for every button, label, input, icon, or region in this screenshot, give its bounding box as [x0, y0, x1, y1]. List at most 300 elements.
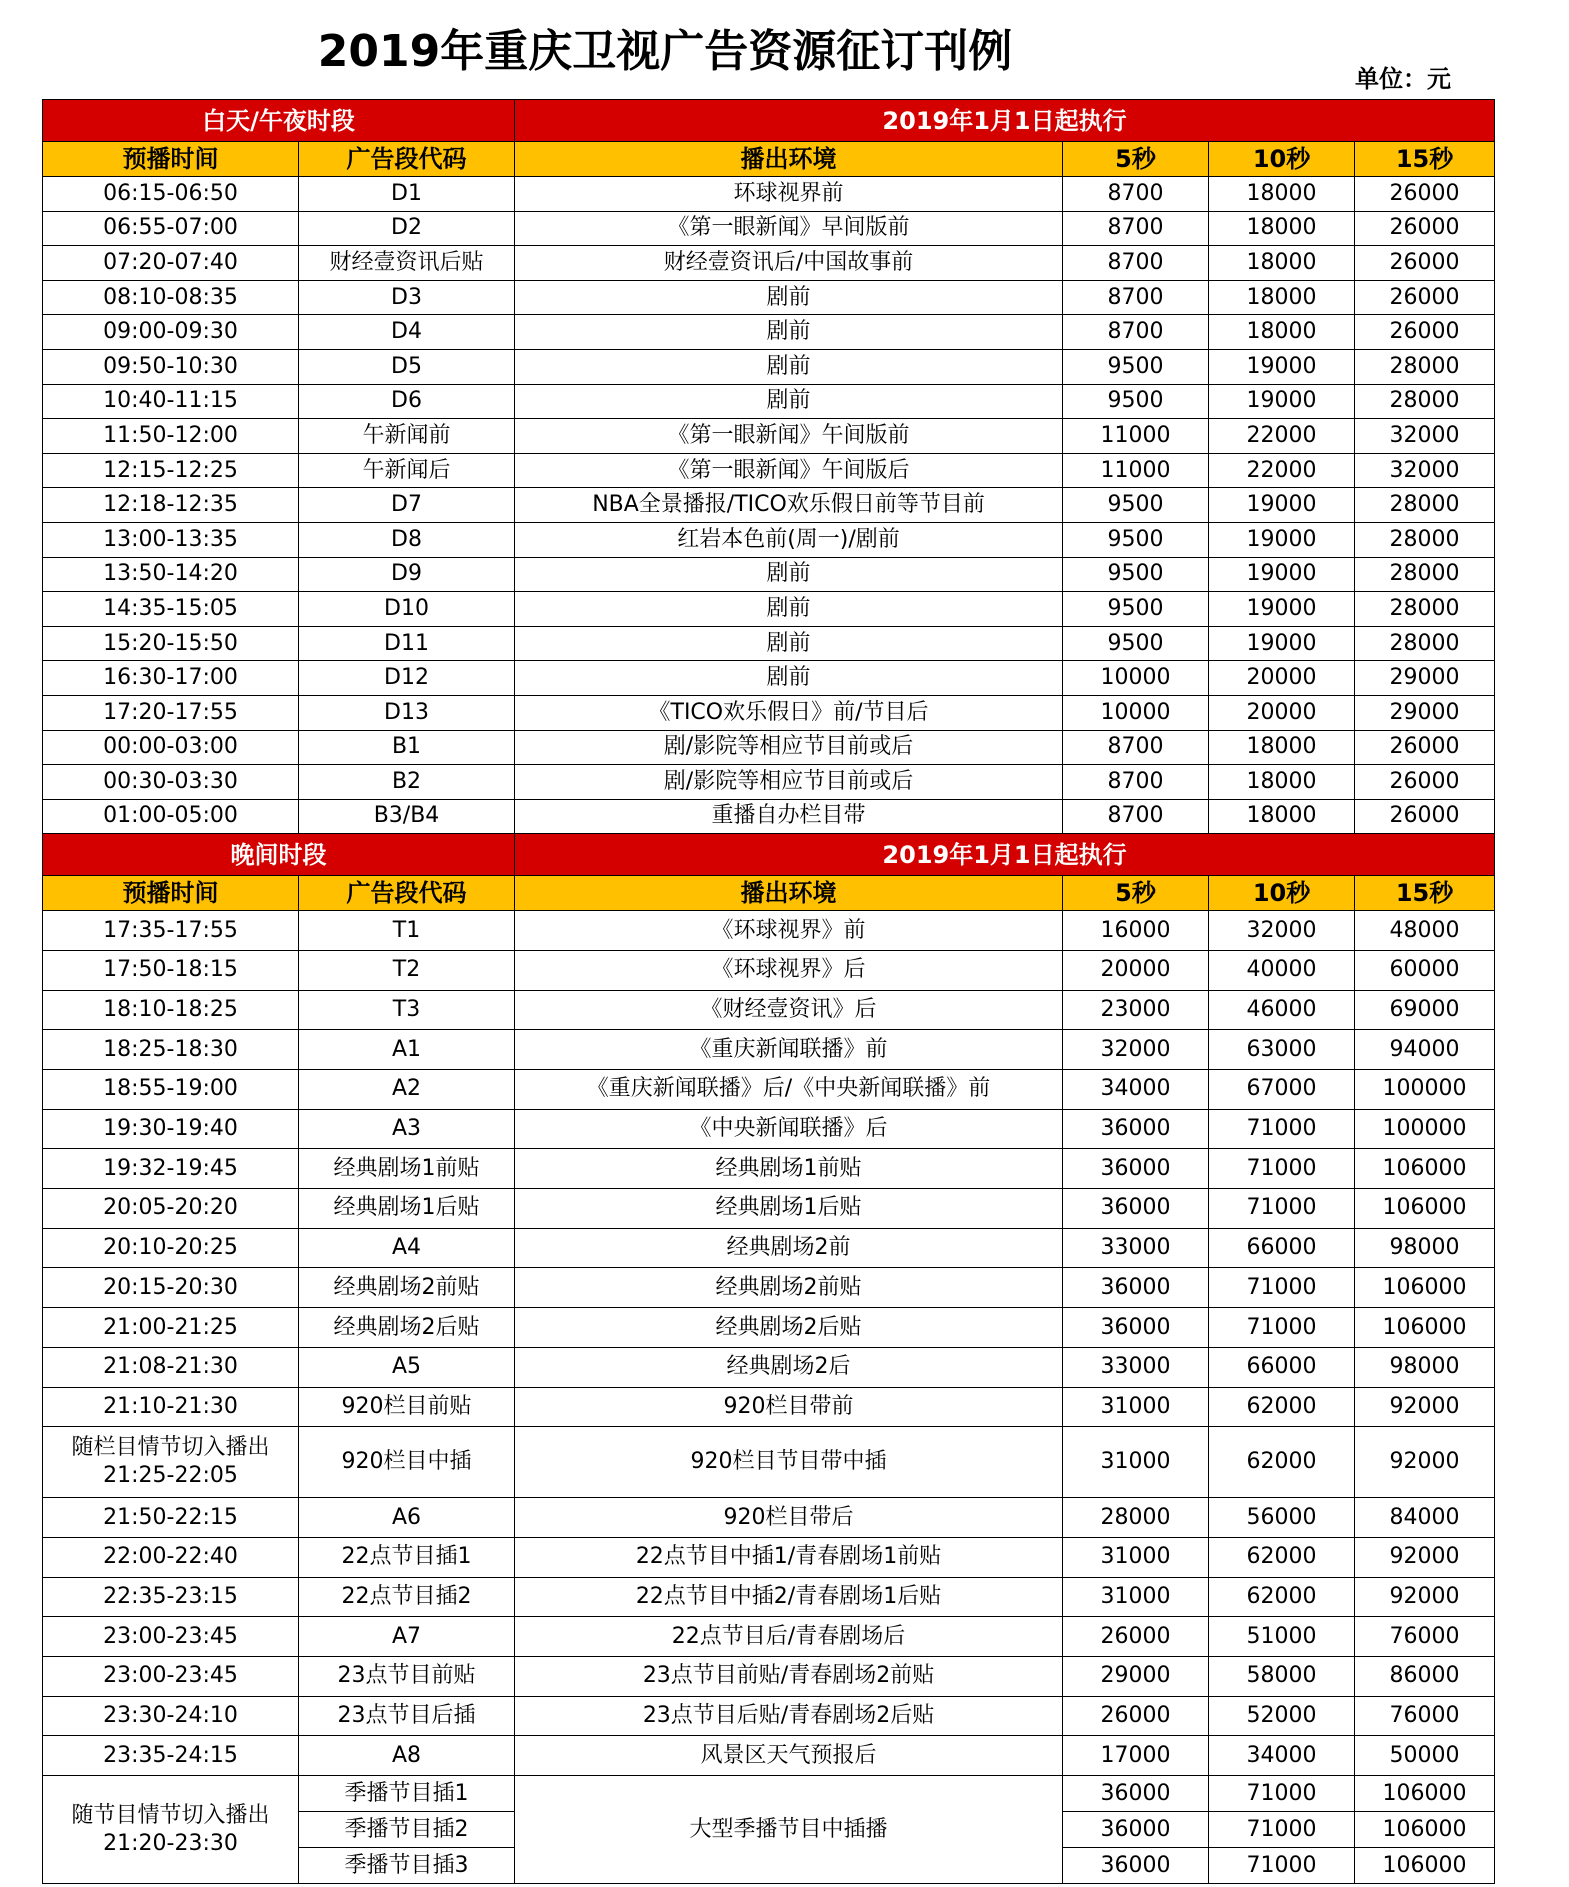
table-row — [43, 1228, 1495, 1268]
cell-price-15s: 26000 — [1355, 211, 1495, 246]
cell-price-5s: 9500 — [1063, 349, 1209, 384]
cell-code: A2 — [299, 1070, 515, 1110]
section-band — [43, 100, 1495, 142]
cell-price-10s: 71000 — [1209, 1848, 1355, 1884]
table-row — [43, 315, 1495, 350]
cell-price-10s: 20000 — [1209, 661, 1355, 696]
cell-time: 18:55-19:00 — [43, 1070, 299, 1110]
cell-time: 06:55-07:00 — [43, 211, 299, 246]
cell-price-10s: 20000 — [1209, 695, 1355, 730]
cell-price-5s: 8700 — [1063, 211, 1209, 246]
table-row — [43, 349, 1495, 384]
cell-env: 经典剧场2前 — [515, 1228, 1063, 1268]
cell-time: 20:05-20:20 — [43, 1189, 299, 1229]
cell-env: 重播自办栏目带 — [515, 799, 1063, 834]
cell-price-15s: 69000 — [1355, 990, 1495, 1030]
cell-price-15s: 60000 — [1355, 950, 1495, 990]
cell-price-10s: 71000 — [1209, 1308, 1355, 1348]
cell-price-15s: 106000 — [1355, 1308, 1495, 1348]
cell-price-10s: 19000 — [1209, 626, 1355, 661]
cell-code: D8 — [299, 522, 515, 557]
cell-time: 18:25-18:30 — [43, 1030, 299, 1070]
cell-code: 午新闻后 — [299, 453, 515, 488]
cell-time: 19:30-19:40 — [43, 1109, 299, 1149]
cell-price-5s: 33000 — [1063, 1347, 1209, 1387]
cell-env: 23点节目后贴/青春剧场2后贴 — [515, 1696, 1063, 1736]
cell-code: D13 — [299, 695, 515, 730]
cell-price-10s: 52000 — [1209, 1696, 1355, 1736]
table-row — [43, 1617, 1495, 1657]
cell-price-15s: 92000 — [1355, 1387, 1495, 1427]
cell-env: 风景区天气预报后 — [515, 1736, 1063, 1776]
cell-code: D11 — [299, 626, 515, 661]
section-name: 晚间时段 — [43, 834, 515, 876]
cell-env: 22点节目后/青春剧场后 — [515, 1617, 1063, 1657]
cell-env: 920栏目节目带中插 — [515, 1427, 1063, 1498]
time-range: 21:25-22:05 — [103, 1463, 238, 1489]
cell-code: D6 — [299, 384, 515, 419]
table-row — [43, 661, 1495, 696]
table-row — [43, 522, 1495, 557]
cell-price-5s: 8700 — [1063, 177, 1209, 212]
cell-price-10s: 66000 — [1209, 1347, 1355, 1387]
cell-price-10s: 18000 — [1209, 730, 1355, 765]
header-price-5s: 5秒 — [1063, 142, 1209, 177]
cell-time: 20:10-20:25 — [43, 1228, 299, 1268]
cell-price-5s: 31000 — [1063, 1537, 1209, 1577]
cell-env: 经典剧场1后贴 — [515, 1189, 1063, 1229]
header-price-5s: 5秒 — [1063, 876, 1209, 911]
cell-env: 《中央新闻联播》后 — [515, 1109, 1063, 1149]
cell-price-10s: 71000 — [1209, 1109, 1355, 1149]
cell-code: 季播节目插3 — [299, 1848, 515, 1884]
cell-price-15s: 29000 — [1355, 661, 1495, 696]
cell-price-5s: 17000 — [1063, 1736, 1209, 1776]
cell-env: 剧前 — [515, 384, 1063, 419]
header-code: 广告段代码 — [299, 142, 515, 177]
cell-env: 剧前 — [515, 557, 1063, 592]
cell-code: D10 — [299, 592, 515, 627]
cell-price-5s: 31000 — [1063, 1577, 1209, 1617]
table-row — [43, 1577, 1495, 1617]
header-price-10s: 10秒 — [1209, 142, 1355, 177]
cell-price-15s: 84000 — [1355, 1498, 1495, 1538]
cell-price-15s: 92000 — [1355, 1577, 1495, 1617]
cell-price-5s: 36000 — [1063, 1109, 1209, 1149]
header-price-10s: 10秒 — [1209, 876, 1355, 911]
cell-code: 季播节目插2 — [299, 1812, 515, 1848]
cell-price-5s: 8700 — [1063, 280, 1209, 315]
cell-price-15s: 26000 — [1355, 799, 1495, 834]
table-row — [43, 592, 1495, 627]
cell-time: 19:32-19:45 — [43, 1149, 299, 1189]
cell-price-10s: 18000 — [1209, 177, 1355, 212]
cell-price-5s: 10000 — [1063, 661, 1209, 696]
cell-code: 季播节目插1 — [299, 1776, 515, 1812]
cell-time: 17:20-17:55 — [43, 695, 299, 730]
cell-price-5s: 9500 — [1063, 626, 1209, 661]
cell-price-5s: 9500 — [1063, 522, 1209, 557]
cell-time: 23:00-23:45 — [43, 1656, 299, 1696]
header-price-15s: 15秒 — [1355, 876, 1495, 911]
cell-env: 剧前 — [515, 661, 1063, 696]
cell-code: 22点节目插2 — [299, 1577, 515, 1617]
cell-code: A5 — [299, 1347, 515, 1387]
cell-time: 12:15-12:25 — [43, 453, 299, 488]
table-row — [43, 626, 1495, 661]
table-row — [43, 177, 1495, 212]
cell-price-15s: 32000 — [1355, 453, 1495, 488]
table-row — [43, 1776, 1495, 1812]
cell-env: 红岩本色前(周一)/剧前 — [515, 522, 1063, 557]
cell-env: 《环球视界》后 — [515, 950, 1063, 990]
cell-price-10s: 71000 — [1209, 1268, 1355, 1308]
cell-code: B1 — [299, 730, 515, 765]
cell-time: 07:20-07:40 — [43, 246, 299, 281]
cell-time: 13:00-13:35 — [43, 522, 299, 557]
cell-price-10s: 71000 — [1209, 1776, 1355, 1812]
cell-time: 11:50-12:00 — [43, 419, 299, 454]
cell-code: 经典剧场1前贴 — [299, 1149, 515, 1189]
unit-label: 单位：元 — [1355, 65, 1451, 93]
table-row — [43, 280, 1495, 315]
cell-time: 17:50-18:15 — [43, 950, 299, 990]
table-row — [43, 1537, 1495, 1577]
cell-price-5s: 23000 — [1063, 990, 1209, 1030]
cell-time: 00:30-03:30 — [43, 765, 299, 800]
cell-price-15s: 26000 — [1355, 730, 1495, 765]
cell-code: 经典剧场1后贴 — [299, 1189, 515, 1229]
cell-time: 08:10-08:35 — [43, 280, 299, 315]
table-row — [43, 488, 1495, 523]
cell-price-10s: 22000 — [1209, 419, 1355, 454]
cell-time: 14:35-15:05 — [43, 592, 299, 627]
cell-price-5s: 36000 — [1063, 1812, 1209, 1848]
cell-price-15s: 106000 — [1355, 1812, 1495, 1848]
table-row — [43, 1498, 1495, 1538]
cell-price-10s: 62000 — [1209, 1537, 1355, 1577]
cell-code: 午新闻前 — [299, 419, 515, 454]
cell-env: 《环球视界》前 — [515, 911, 1063, 951]
table-row — [43, 1109, 1495, 1149]
cell-env: 《第一眼新闻》午间版后 — [515, 453, 1063, 488]
cell-price-10s: 22000 — [1209, 453, 1355, 488]
table-row — [43, 1189, 1495, 1229]
effective-date: 2019年1月1日起执行 — [515, 100, 1495, 142]
cell-price-15s: 28000 — [1355, 626, 1495, 661]
header-time: 预播时间 — [43, 876, 299, 911]
cell-price-5s: 32000 — [1063, 1030, 1209, 1070]
cell-time: 01:00-05:00 — [43, 799, 299, 834]
cell-time: 17:35-17:55 — [43, 911, 299, 951]
table-row — [43, 730, 1495, 765]
cell-price-15s: 26000 — [1355, 246, 1495, 281]
cell-price-15s: 28000 — [1355, 592, 1495, 627]
cell-env: 22点节目中插2/青春剧场1后贴 — [515, 1577, 1063, 1617]
cell-price-15s: 86000 — [1355, 1656, 1495, 1696]
table-row — [43, 211, 1495, 246]
header-time: 预播时间 — [43, 142, 299, 177]
cell-env: 剧/影院等相应节目前或后 — [515, 730, 1063, 765]
section-band — [43, 834, 1495, 876]
cell-price-10s: 18000 — [1209, 315, 1355, 350]
header-env: 播出环境 — [515, 876, 1063, 911]
cell-price-15s: 100000 — [1355, 1109, 1495, 1149]
cell-env: 《重庆新闻联播》后/《中央新闻联播》前 — [515, 1070, 1063, 1110]
column-header-row — [43, 876, 1495, 911]
cell-code: T3 — [299, 990, 515, 1030]
cell-env: 剧前 — [515, 592, 1063, 627]
cell-time: 21:00-21:25 — [43, 1308, 299, 1348]
cell-env: 22点节目中插1/青春剧场1前贴 — [515, 1537, 1063, 1577]
cell-env: 《财经壹资讯》后 — [515, 990, 1063, 1030]
cell-env: 《TICO欢乐假日》前/节目后 — [515, 695, 1063, 730]
cell-price-5s: 36000 — [1063, 1848, 1209, 1884]
cell-code: B3/B4 — [299, 799, 515, 834]
cell-price-10s: 71000 — [1209, 1189, 1355, 1229]
cell-env: 剧/影院等相应节目前或后 — [515, 765, 1063, 800]
cell-env: 剧前 — [515, 315, 1063, 350]
rate-table — [42, 99, 1495, 1884]
cell-price-5s: 11000 — [1063, 419, 1209, 454]
cell-price-5s: 9500 — [1063, 592, 1209, 627]
cell-price-5s: 34000 — [1063, 1070, 1209, 1110]
cell-price-10s: 32000 — [1209, 911, 1355, 951]
cell-code: D3 — [299, 280, 515, 315]
cell-env: 环球视界前 — [515, 177, 1063, 212]
page-title: 2019年重庆卫视广告资源征订刊例 — [317, 26, 1013, 77]
cell-price-10s: 19000 — [1209, 384, 1355, 419]
cell-price-5s: 8700 — [1063, 315, 1209, 350]
cell-price-15s: 92000 — [1355, 1427, 1495, 1498]
table-row — [43, 1696, 1495, 1736]
cell-price-5s: 10000 — [1063, 695, 1209, 730]
cell-env: 920栏目带后 — [515, 1498, 1063, 1538]
table-row — [43, 1427, 1495, 1498]
cell-price-10s: 62000 — [1209, 1577, 1355, 1617]
header-price-15s: 15秒 — [1355, 142, 1495, 177]
cell-env: 经典剧场2前贴 — [515, 1268, 1063, 1308]
cell-env: 《第一眼新闻》早间版前 — [515, 211, 1063, 246]
rate-table-body — [43, 100, 1495, 1884]
cell-price-5s: 8700 — [1063, 799, 1209, 834]
cell-price-15s: 26000 — [1355, 765, 1495, 800]
cell-time: 18:10-18:25 — [43, 990, 299, 1030]
table-row — [43, 765, 1495, 800]
table-row — [43, 1070, 1495, 1110]
cell-price-5s: 9500 — [1063, 557, 1209, 592]
cell-time: 21:50-22:15 — [43, 1498, 299, 1538]
section-name: 白天/午夜时段 — [43, 100, 515, 142]
cell-code: 经典剧场2前贴 — [299, 1268, 515, 1308]
effective-date: 2019年1月1日起执行 — [515, 834, 1495, 876]
cell-price-10s: 63000 — [1209, 1030, 1355, 1070]
table-row — [43, 1347, 1495, 1387]
cell-time: 20:15-20:30 — [43, 1268, 299, 1308]
cell-price-15s: 29000 — [1355, 695, 1495, 730]
cell-price-15s: 28000 — [1355, 557, 1495, 592]
table-row — [43, 1656, 1495, 1696]
cell-time: 22:00-22:40 — [43, 1537, 299, 1577]
cell-price-10s: 18000 — [1209, 280, 1355, 315]
cell-env: 大型季播节目中插播 — [515, 1776, 1063, 1884]
cell-env: 经典剧场2后 — [515, 1347, 1063, 1387]
cell-price-15s: 28000 — [1355, 349, 1495, 384]
cell-time: 21:10-21:30 — [43, 1387, 299, 1427]
table-row — [43, 557, 1495, 592]
cell-price-10s: 19000 — [1209, 592, 1355, 627]
time-note: 随节目情节切入播出 — [71, 1802, 270, 1828]
cell-price-5s: 36000 — [1063, 1268, 1209, 1308]
cell-code: D9 — [299, 557, 515, 592]
cell-code: D4 — [299, 315, 515, 350]
cell-code: A6 — [299, 1498, 515, 1538]
cell-price-15s: 76000 — [1355, 1696, 1495, 1736]
cell-env: 剧前 — [515, 280, 1063, 315]
cell-price-10s: 62000 — [1209, 1387, 1355, 1427]
cell-price-10s: 19000 — [1209, 522, 1355, 557]
cell-code: A4 — [299, 1228, 515, 1268]
table-row — [43, 384, 1495, 419]
cell-env: 剧前 — [515, 626, 1063, 661]
cell-env: NBA全景播报/TICO欢乐假日前等节目前 — [515, 488, 1063, 523]
cell-price-15s: 26000 — [1355, 280, 1495, 315]
cell-code: D12 — [299, 661, 515, 696]
cell-code: A8 — [299, 1736, 515, 1776]
cell-code: T1 — [299, 911, 515, 951]
table-row — [43, 950, 1495, 990]
cell-price-5s: 26000 — [1063, 1696, 1209, 1736]
cell-code: B2 — [299, 765, 515, 800]
cell-price-5s: 9500 — [1063, 384, 1209, 419]
cell-env: 920栏目带前 — [515, 1387, 1063, 1427]
cell-time — [43, 1427, 299, 1498]
cell-time: 09:00-09:30 — [43, 315, 299, 350]
cell-price-10s: 66000 — [1209, 1228, 1355, 1268]
cell-price-10s: 56000 — [1209, 1498, 1355, 1538]
cell-price-15s: 76000 — [1355, 1617, 1495, 1657]
cell-code: 23点节目前贴 — [299, 1656, 515, 1696]
table-row — [43, 419, 1495, 454]
cell-price-15s: 106000 — [1355, 1268, 1495, 1308]
cell-price-5s: 36000 — [1063, 1776, 1209, 1812]
cell-price-15s: 28000 — [1355, 522, 1495, 557]
cell-price-15s: 100000 — [1355, 1070, 1495, 1110]
cell-code: 920栏目前贴 — [299, 1387, 515, 1427]
table-row — [43, 1387, 1495, 1427]
cell-time: 00:00-03:00 — [43, 730, 299, 765]
cell-price-10s: 46000 — [1209, 990, 1355, 1030]
table-row — [43, 1030, 1495, 1070]
cell-code: T2 — [299, 950, 515, 990]
cell-price-15s: 28000 — [1355, 488, 1495, 523]
header-env: 播出环境 — [515, 142, 1063, 177]
cell-price-15s: 106000 — [1355, 1189, 1495, 1229]
cell-time: 10:40-11:15 — [43, 384, 299, 419]
table-row — [43, 1308, 1495, 1348]
cell-price-15s: 26000 — [1355, 315, 1495, 350]
cell-price-10s: 18000 — [1209, 246, 1355, 281]
table-row — [43, 1149, 1495, 1189]
cell-price-5s: 31000 — [1063, 1387, 1209, 1427]
table-row — [43, 799, 1495, 834]
cell-price-5s: 8700 — [1063, 730, 1209, 765]
cell-price-5s: 36000 — [1063, 1189, 1209, 1229]
cell-price-5s: 11000 — [1063, 453, 1209, 488]
cell-code: A7 — [299, 1617, 515, 1657]
cell-price-10s: 71000 — [1209, 1149, 1355, 1189]
cell-price-10s: 71000 — [1209, 1812, 1355, 1848]
cell-env: 经典剧场2后贴 — [515, 1308, 1063, 1348]
cell-price-10s: 19000 — [1209, 488, 1355, 523]
cell-env: 《重庆新闻联播》前 — [515, 1030, 1063, 1070]
cell-code: A1 — [299, 1030, 515, 1070]
time-range: 21:20-23:30 — [103, 1830, 238, 1856]
cell-price-5s: 36000 — [1063, 1149, 1209, 1189]
cell-price-5s: 9500 — [1063, 488, 1209, 523]
cell-code: 财经壹资讯后贴 — [299, 246, 515, 281]
cell-code: A3 — [299, 1109, 515, 1149]
cell-time: 12:18-12:35 — [43, 488, 299, 523]
column-header-row — [43, 142, 1495, 177]
table-row — [43, 453, 1495, 488]
cell-price-10s: 18000 — [1209, 765, 1355, 800]
cell-price-5s: 16000 — [1063, 911, 1209, 951]
cell-price-5s: 28000 — [1063, 1498, 1209, 1538]
cell-price-10s: 51000 — [1209, 1617, 1355, 1657]
cell-price-10s: 18000 — [1209, 799, 1355, 834]
cell-price-15s: 98000 — [1355, 1347, 1495, 1387]
cell-time — [43, 1776, 299, 1884]
cell-price-10s: 19000 — [1209, 349, 1355, 384]
cell-time: 23:00-23:45 — [43, 1617, 299, 1657]
cell-price-15s: 94000 — [1355, 1030, 1495, 1070]
time-note: 随栏目情节切入播出 — [71, 1435, 270, 1461]
cell-price-15s: 50000 — [1355, 1736, 1495, 1776]
table-row — [43, 990, 1495, 1030]
cell-code: 23点节目后插 — [299, 1696, 515, 1736]
cell-env: 财经壹资讯后/中国故事前 — [515, 246, 1063, 281]
cell-code: D5 — [299, 349, 515, 384]
cell-price-10s: 18000 — [1209, 211, 1355, 246]
cell-code: D1 — [299, 177, 515, 212]
cell-price-10s: 19000 — [1209, 557, 1355, 592]
cell-time: 16:30-17:00 — [43, 661, 299, 696]
cell-code: D2 — [299, 211, 515, 246]
cell-env: 23点节目前贴/青春剧场2前贴 — [515, 1656, 1063, 1696]
table-row — [43, 1736, 1495, 1776]
table-row — [43, 695, 1495, 730]
cell-env: 经典剧场1前贴 — [515, 1149, 1063, 1189]
cell-code: 经典剧场2后贴 — [299, 1308, 515, 1348]
cell-env: 《第一眼新闻》午间版前 — [515, 419, 1063, 454]
cell-price-10s: 58000 — [1209, 1656, 1355, 1696]
cell-price-5s: 31000 — [1063, 1427, 1209, 1498]
table-row — [43, 911, 1495, 951]
cell-price-5s: 33000 — [1063, 1228, 1209, 1268]
cell-price-15s: 32000 — [1355, 419, 1495, 454]
cell-time: 09:50-10:30 — [43, 349, 299, 384]
cell-price-15s: 26000 — [1355, 177, 1495, 212]
cell-code: D7 — [299, 488, 515, 523]
cell-price-5s: 8700 — [1063, 246, 1209, 281]
cell-price-10s: 67000 — [1209, 1070, 1355, 1110]
cell-price-15s: 98000 — [1355, 1228, 1495, 1268]
cell-time: 15:20-15:50 — [43, 626, 299, 661]
cell-price-10s: 34000 — [1209, 1736, 1355, 1776]
cell-time: 06:15-06:50 — [43, 177, 299, 212]
cell-price-15s: 106000 — [1355, 1149, 1495, 1189]
